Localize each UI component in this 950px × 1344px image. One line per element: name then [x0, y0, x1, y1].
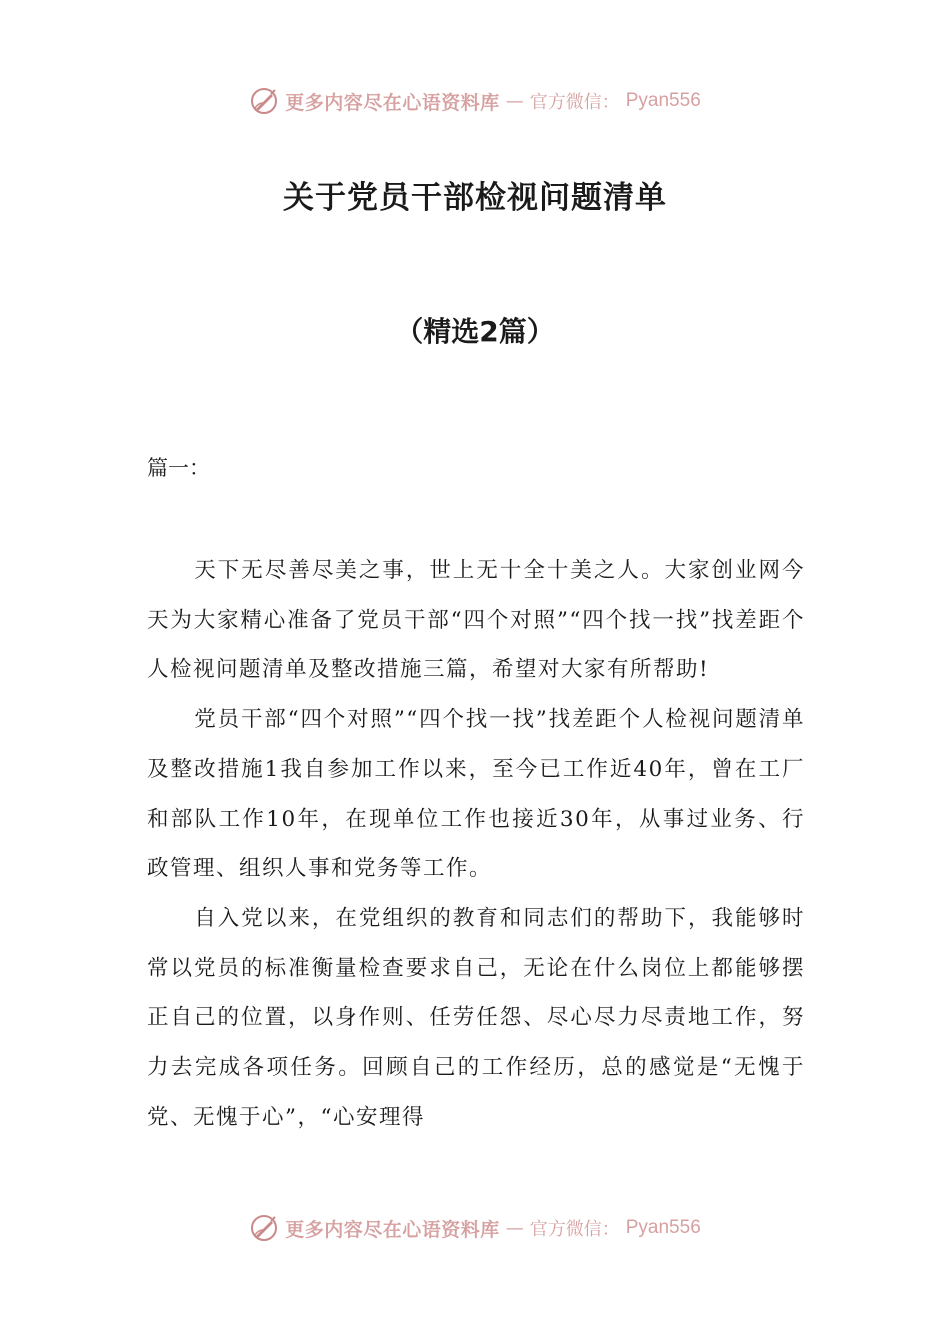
- watermark-main-text: 更多内容尽在心语资料库: [285, 1218, 500, 1241]
- watermark-main-text: 更多内容尽在心语资料库: [285, 91, 500, 114]
- watermark-id: Pyan556: [625, 90, 701, 111]
- watermark-separator: —: [505, 1217, 524, 1239]
- header-watermark: [0, 86, 950, 116]
- watermark-id: Pyan556: [625, 1217, 701, 1238]
- document-subtitle: （精选2篇）: [395, 315, 555, 348]
- watermark-sub-text: 官方微信：: [529, 92, 620, 113]
- paragraph: 天下无尽善尽美之事，世上无十全十美之人。大家创业网今天为大家精心准备了党员干部“四个对照”“四个找一找”找差距个人检视问题清单及整改措施三篇，希望对大家有所帮助!: [147, 558, 805, 683]
- footer-watermark: [0, 1213, 950, 1243]
- paragraph: 自入党以来，在党组织的教育和同志们的帮助下，我能够时常以党员的标准衡量检查要求自己，无论在什么岗位上都能够摆正自己的位置，以身作则、任劳任怨、尽心尽力尽责地工作，努力去完成各项任务。回顾自己的工作经历，总的感觉是“无愧于党、无愧于心”，“心安理得: [147, 905, 805, 1130]
- quill-pen-logo-icon: [249, 1213, 279, 1243]
- section-label: 篇一：: [147, 456, 210, 480]
- watermark-sub-text: 官方微信：: [529, 1219, 620, 1240]
- quill-pen-logo-icon: [249, 86, 279, 116]
- document-body: [147, 546, 805, 1142]
- paragraph: 党员干部“四个对照”“四个找一找”找差距个人检视问题清单及整改措施1我自参加工作以来，至今已工作近40年，曾在工厂和部队工作10年，在现单位工作也接近30年，从事过业务、行政管理、组织人事和党务等工作。: [147, 707, 805, 882]
- document-title: 关于党员干部检视问题清单: [283, 180, 667, 216]
- watermark-separator: —: [505, 90, 524, 112]
